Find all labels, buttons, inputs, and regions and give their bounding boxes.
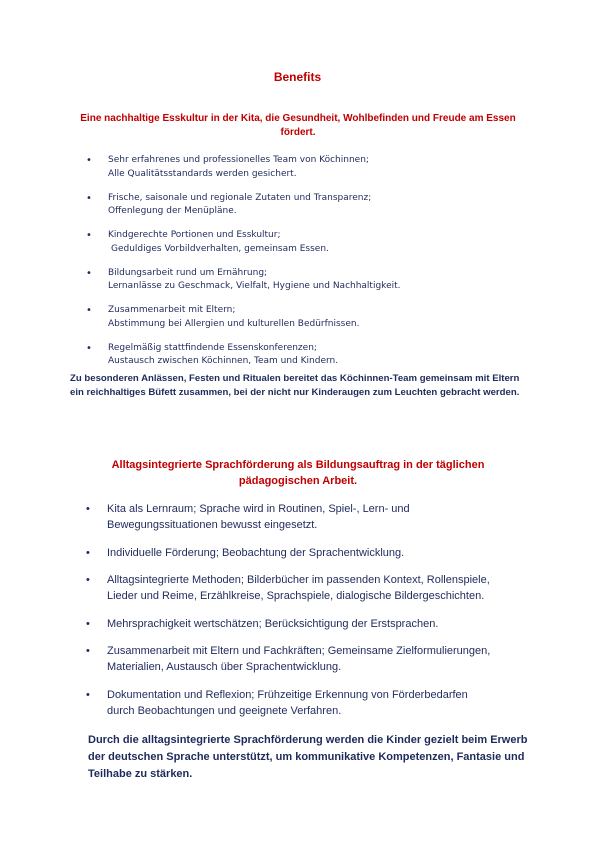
item-line1: Individuelle Förderung; Beobachtung der Sprachentwicklung. (107, 546, 405, 559)
bullet-icon: • (86, 192, 92, 204)
page-title: Benefits (273, 70, 322, 84)
list-item (84, 192, 524, 219)
item-line1: Bildungsarbeit rund um Ernährung; (108, 267, 268, 278)
item-line1: Regelmäßig stattfindende Essenskonferenzen; (108, 342, 317, 353)
list-item (84, 616, 544, 632)
item-line1: Kindgerechte Portionen und Esskultur; (108, 230, 281, 240)
list-item (84, 572, 544, 604)
list-item (84, 267, 524, 294)
list-item (84, 304, 524, 331)
item-line2: Lieder und Reime, Erzählkreise, Sprachspiele, dialogische Bildergeschichten. (107, 590, 485, 602)
list-item (84, 154, 524, 181)
bullet-icon: • (86, 155, 92, 166)
language-subtitle: Alltagsintegrierte Sprachförderung als Bildungsauftrag in der täglichen pädagogischen Arbeit. (111, 459, 485, 487)
item-line2: Abstimmung bei Allergien und kulturellen Bedürfnissen. (108, 318, 360, 329)
item-line1: Frische, saisonale und regionale Zutaten und Transparenz; (108, 192, 372, 203)
item-line1: Mehrsprachigkeit wertschätzen; Berücksichtigung der Erstsprachen. (107, 617, 439, 630)
item-line2: Bewegungssituationen bewusst eingesetzt. (107, 519, 318, 531)
benefits-list (84, 154, 524, 379)
language-list (84, 501, 544, 730)
language-closing-paragraph: Durch die alltagsintegrierte Sprachförderung werden die Kinder gezielt beim Erwerb der deutschen Sprache unterstützt, um kommunikative Kompetenzen, Fantasie und Teilhabe zu stärken. (88, 734, 528, 780)
bullet-icon: • (86, 546, 90, 559)
bullet-icon: • (86, 617, 90, 630)
bullet-icon: • (86, 267, 92, 279)
item-line1: Kita als Lernraum; Sprache wird in Routinen, Spiel-, Lern- und (107, 503, 410, 515)
bullet-icon: • (86, 574, 90, 586)
list-item (84, 342, 524, 369)
item-line1: Dokumentation und Reflexion; Frühzeitige Erkennung von Förderbedarfen (107, 688, 468, 701)
bullet-icon: • (86, 230, 92, 241)
list-item (84, 501, 544, 533)
item-line1: Sehr erfahrenes und professionelles Team von Köchinnen; (108, 155, 369, 165)
bullet-icon: • (86, 342, 92, 354)
item-line2: Offenlegung der Menüpläne. (108, 206, 237, 216)
bullet-icon: • (86, 503, 90, 515)
bullet-icon: • (86, 645, 90, 657)
item-line2: Lernanlässe zu Geschmack, Vielfalt, Hygiene und Nachhaltigkeit. (108, 281, 401, 291)
item-line1: Zusammenarbeit mit Eltern; (108, 305, 236, 315)
benefits-closing-paragraph: Zu besonderen Anlässen, Festen und Ritualen bereitet das Köchinnen-Team gemeinsam mit Eltern ein reichhaltiges Büfett zusammen, bei der nicht nur Kinderaugen zum Leuchten gebracht werden. (70, 373, 520, 398)
item-line2: Materialien, Austausch über Sprachentwicklung. (107, 661, 342, 673)
list-item (84, 687, 544, 719)
list-item (84, 545, 544, 561)
item-line2: Austausch zwischen Köchinnen, Team und Kindern. (108, 356, 339, 366)
item-line2: Geduldiges Vorbildverhalten, gemeinsam Essen. (111, 243, 329, 254)
list-item (84, 229, 524, 256)
benefits-subtitle: Eine nachhaltige Esskultur in der Kita, die Gesundheit, Wohlbefinden und Freude am Essen fördert. (80, 113, 516, 138)
bullet-icon: • (86, 305, 92, 316)
list-item (84, 643, 544, 675)
item-line2: Alle Qualitätsstandards werden gesichert. (108, 168, 297, 179)
item-line1: Alltagsintegrierte Methoden; Bilderbücher im passenden Kontext, Rollenspiele, (107, 574, 490, 586)
item-line2: durch Beobachtungen und geeignete Verfahren. (107, 704, 342, 717)
bullet-icon: • (86, 688, 90, 701)
item-line1: Zusammenarbeit mit Eltern und Fachkräften; Gemeinsame Zielformulierungen, (107, 645, 491, 657)
